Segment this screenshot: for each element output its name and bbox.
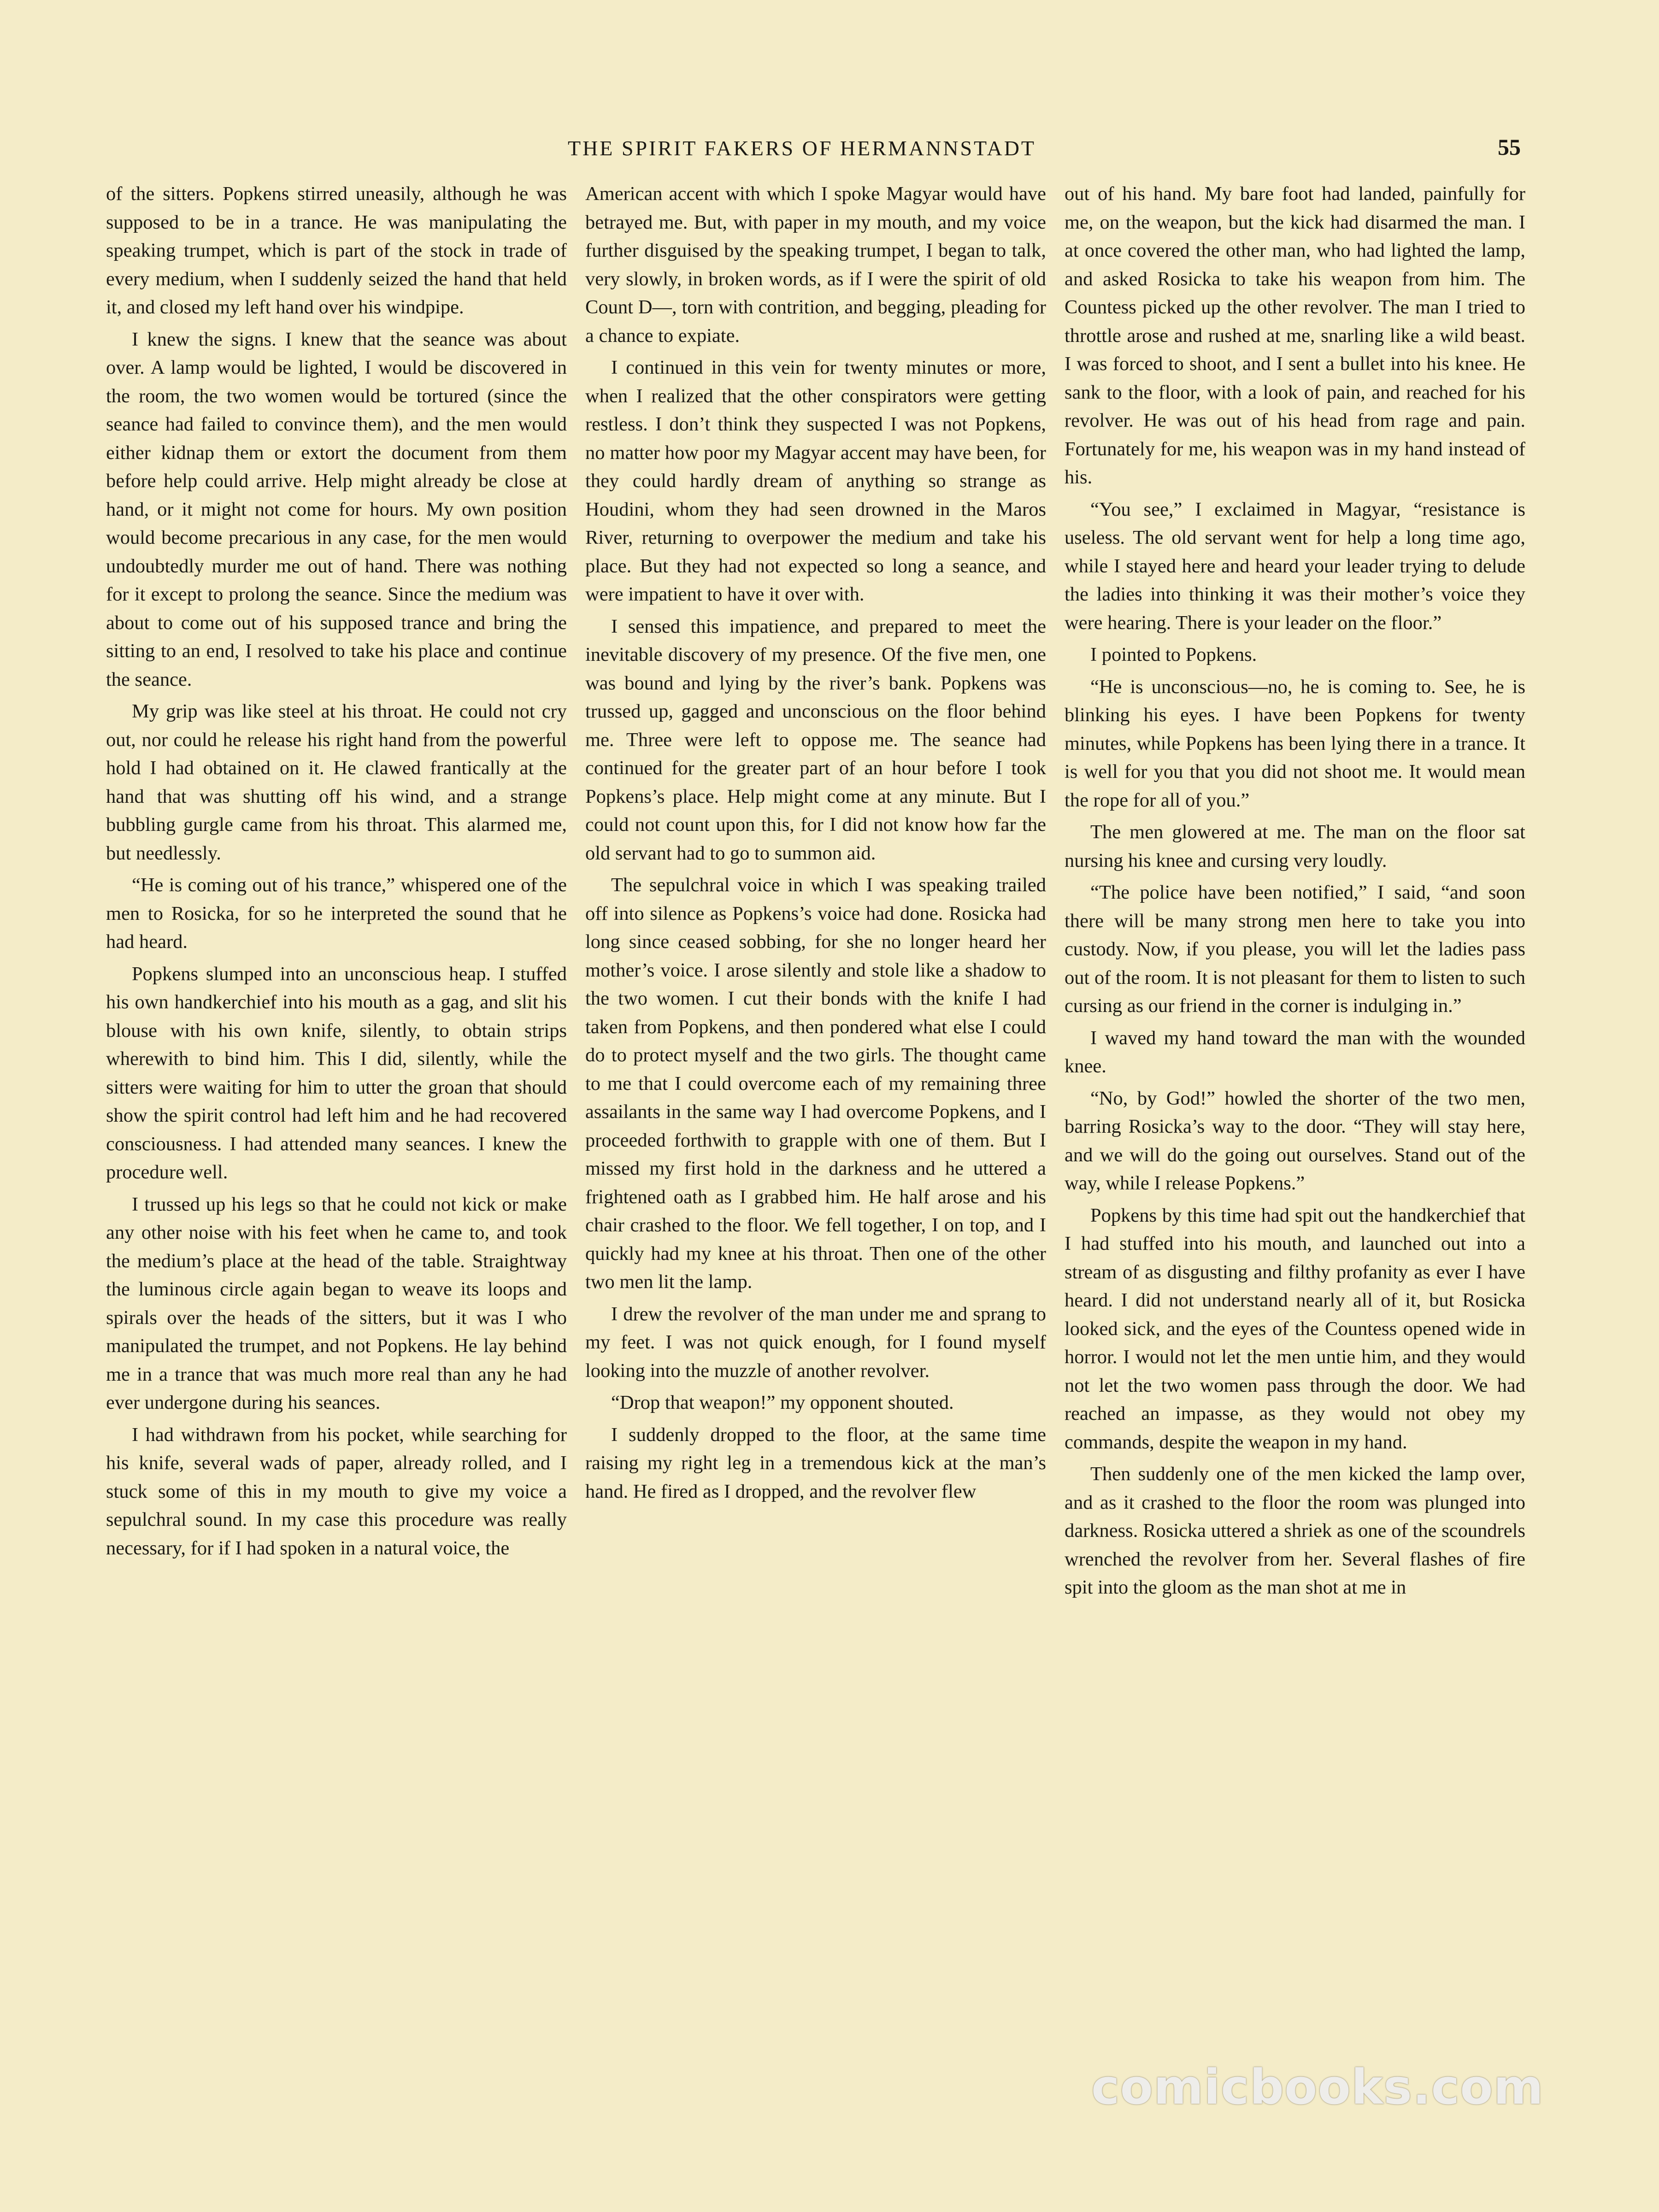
paragraph: “No, by God!” howled the shorter of the two men, barring Rosicka’s way to the door. “They will stay here, and we will do the going out ourselves. Stand out of the way, while I release Popkens.” <box>1065 1087 1525 1194</box>
paragraph: Popkens by this time had spit out the handkerchief that I had stuffed into his mouth, and launched out into a stream of as disgusting and filthy profanity as ever I have heard. I did not understand nearly all of it, but Rosicka looked sick, and the eyes of the Countess opened wide in horror. I would not let the men untie him, and they would not let the two women pass through the door. We had reached an impasse, as they would not obey my commands, despite the weapon in my hand. <box>1065 1204 1525 1453</box>
paragraph: I trussed up his legs so that he could not kick or make any other noise with his feet when he came to, and took the medium’s place at the head of the table. Straightway the luminous circle again began to weave its loops and spirals over the heads of the sitters, but it was I who manipulated the trumpet, and not Popkens. He lay behind me in a trance that was much more real than any he had ever undergone during his seances. <box>106 1193 567 1413</box>
paragraph: “Drop that weapon!” my opponent shouted. <box>611 1392 954 1413</box>
paragraph: “You see,” I exclaimed in Magyar, “resistance is useless. The old servant went for help a long time ago, while I stayed here and heard your leader trying to delude the ladies into thinking it was their mother’s voice they were hearing. There is your leader on the floor.” <box>1065 498 1525 634</box>
paragraph: My grip was like steel at his throat. He could not cry out, nor could he release his right hand from the powerful hold I had obtained on it. He clawed frantically at the hand that was shutting off his wind, and a strange bubbling gurgle came from his throat. This alarmed me, but needlessly. <box>106 700 567 864</box>
paragraph: The men glowered at me. The man on the floor sat nursing his knee and cursing very loudly. <box>1065 821 1525 871</box>
paragraph: Then suddenly one of the men kicked the lamp over, and as it crashed to the floor the room was plunged into darkness. Rosicka uttered a shriek as one of the scoundrels wrenched the revolver from her. Several flashes of fire spit into the gloom as the man shot at me in <box>1065 1463 1525 1598</box>
paragraph: out of his hand. My bare foot had landed, painfully for me, on the weapon, but the kick had disarmed the man. I at once covered the other man, who had lighted the lamp, and asked Rosicka to take his weapon from him. The Countess picked up the other revolver. The man I tried to throttle arose and rushed at me, snarling like a wild beast. I was forced to shoot, and I sent a bullet into his knee. He sank to the floor, with a look of pain, and reached for his revolver. He was out of his head from rage and pain. Fortunately for me, his weapon was in my hand instead of his. <box>1065 183 1525 488</box>
text-columns <box>106 180 1525 2083</box>
paragraph: I continued in this vein for twenty minutes or more, when I realized that the other conspirators were getting restless. I don’t think they suspected I was not Popkens, no matter how poor my Magyar accent may have been, for they could hardly dream of anything so strange as Houdini, whom they had seen drowned in the Maros River, returning to overpower the medium and take his place. But they had not expected so long a seance, and were impatient to have it over with. <box>585 357 1046 605</box>
paragraph: “He is coming out of his trance,” whispered one of the men to Rosicka, for so he interpreted the sound that he had heard. <box>106 874 567 953</box>
paragraph: The sepulchral voice in which I was speaking trailed off into silence as Popkens’s voice had done. Rosicka had long since ceased sobbing, for she no longer heard her mother’s voice. I arose silently and stole like a shadow to the two women. I cut their bonds with the knife I had taken from Popkens, and then pondered what else I could do to protect myself and the two girls. The thought came to me that I could overcome each of my remaining three assailants in the same way I had overcome Popkens, and I proceeded forthwith to grapple with one of them. But I missed my first hold in the darkness and he uttered a frightened oath as I grabbed him. He half arose and his chair crashed to the floor. We fell together, I on top, and I quickly had my knee at his throat. Then one of the other two men lit the lamp. <box>585 874 1046 1293</box>
paragraph: I knew the signs. I knew that the seance was about over. A lamp would be lighted, I would be discovered in the room, the two women would be tortured (since the seance had failed to convince them), and the men would either kidnap them or extort the document from them before help could arrive. Help might already be close at hand, or it might not come for hours. My own position would become precarious in any case, for the men would undoubtedly murder me out of hand. There was nothing for it except to prolong the seance. Since the medium was about to come out of his supposed trance and bring the sitting to an end, I resolved to take his place and continue the seance. <box>106 328 567 690</box>
column-3 <box>1065 180 1525 2083</box>
paragraph: I waved my hand toward the man with the wounded knee. <box>1065 1027 1525 1077</box>
paragraph: I drew the revolver of the man under me and sprang to my feet. I was not quick enough, for I found myself looking into the muzzle of another revolver. <box>585 1303 1046 1382</box>
column-1 <box>106 180 567 2083</box>
paragraph: I suddenly dropped to the floor, at the same time raising my right leg in a tremendous kick at the man’s hand. He fired as I dropped, and the revolver flew <box>585 1424 1046 1502</box>
paragraph: American accent with which I spoke Magyar would have betrayed me. But, with paper in my mouth, and my voice further disguised by the speaking trumpet, I began to talk, very slowly, in broken words, as if I were the spirit of old Count D—, torn with contrition, and begging, pleading for a chance to expiate. <box>585 183 1046 347</box>
paragraph: I sensed this impatience, and prepared to meet the inevitable discovery of my presence. Of the five men, one was bound and lying by the river’s bank. Popkens was trussed up, gagged and unconscious on the floor behind me. Three were left to oppose me. The seance had continued for the greater part of an hour before I took Popkens’s place. Help might come at any minute. But I could not count upon this, for I did not know how far the old servant had to go to summon aid. <box>585 615 1046 864</box>
running-header <box>106 124 1521 160</box>
column-2 <box>585 180 1046 2083</box>
paragraph: “The police have been notified,” I said, “and soon there will be many strong men here to take you into custody. Now, if you please, you will let the ladies pass out of the room. It is not pleasant for them to listen to such cursing as our friend in the corner is indulging in.” <box>1065 882 1525 1017</box>
running-title: THE SPIRIT FAKERS OF HERMANNSTADT <box>567 136 1036 160</box>
watermark-logo: comicbooks.com <box>1091 2059 1544 2115</box>
paragraph: Popkens slumped into an unconscious heap. I stuffed his own handkerchief into his mouth as a gag, and slit his blouse with his own knife, silently, to obtain strips wherewith to bind him. This I did, silently, while the sitters were waiting for him to utter the groan that should show the spirit control had left him and he had recovered consciousness. I had attended many seances. I knew the procedure well. <box>106 963 567 1183</box>
paragraph: “He is unconscious—no, he is coming to. See, he is blinking his eyes. I have been Popkens for twenty minutes, while Popkens has been lying there in a trance. It is well for you that you did not shoot me. It would mean the rope for all of you.” <box>1065 676 1525 811</box>
paragraph: of the sitters. Popkens stirred uneasily, although he was supposed to be in a trance. He was manipulating the speaking trumpet, which is part of the stock in trade of every medium, when I suddenly seized the hand that held it, and closed my left hand over his windpipe. <box>106 183 567 318</box>
page-number: 55 <box>1498 134 1521 160</box>
paragraph: I had withdrawn from his pocket, while searching for his knife, several wads of paper, already rolled, and I stuck some of this in my mouth to give my voice a sepulchral sound. In my case this procedure was really necessary, for if I had spoken in a natural voice, the <box>106 1424 567 1559</box>
paragraph: I pointed to Popkens. <box>1090 644 1257 665</box>
